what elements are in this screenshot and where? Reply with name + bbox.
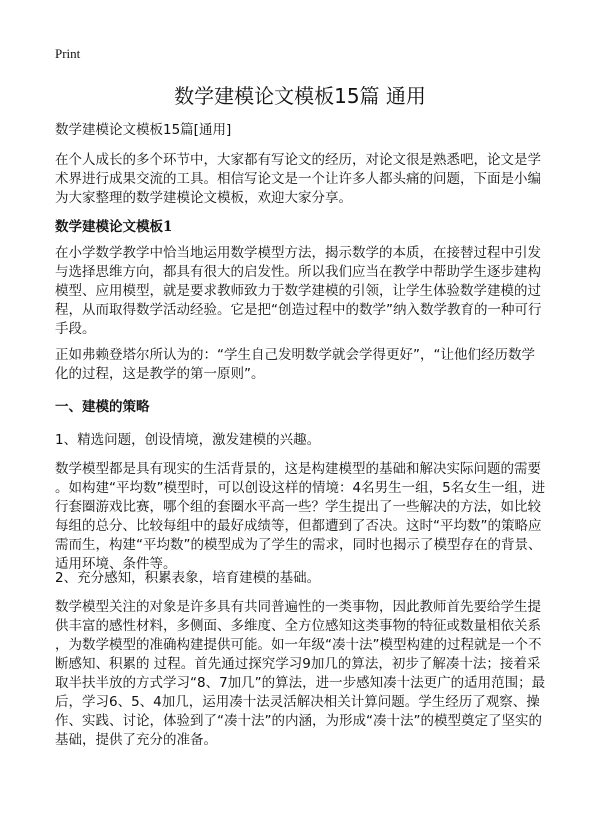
text-line: ，为数学模型的准确构建提供可能。如一年级“凑十法”模型构建的过程就是一个不 (55, 637, 542, 653)
text-line: 为大家整理的数学建模论文模板，欢迎大家分享。 (55, 190, 352, 206)
text-line: 作、实践、讨论，体验到了“凑十法”的内涵，为形成“凑十法”的模型奠定了坚实的 (55, 713, 542, 729)
text-line: 后，学习6、5、4加几，运用凑十法灵活解决相关计算问题。学生经历了观察、操 (55, 694, 540, 710)
item-2: 2、充分感知，积累表象，培育建模的基础。 (55, 570, 321, 586)
text-line: 正如弗赖登塔尔所认为的：“学生自己发明数学就会学得更好”，“让他们经历数学 (55, 347, 535, 363)
text-line: 断感知、积累的 过程。首先通过探究学习9加几的算法，初步了解凑十法；接着采 (55, 656, 541, 672)
text-line: 供丰富的感性材料，多侧面、多维度、全方位感知这类事物的特征或数量相依关系 (55, 618, 541, 634)
text-line: 化的过程，这是教学的第一原则”。 (55, 366, 265, 382)
text-line: 基础，提供了充分的准备。 (55, 732, 217, 748)
text-line: 数学模型都是具有现实的生活背景的，这是构建模型的基础和解决实际问题的需要 (55, 461, 541, 477)
section-heading: 数学建模论文模板1 (55, 219, 173, 235)
paragraph-1 (55, 244, 555, 339)
text-line: 行套圈游戏比赛，哪个组的套圈水平高一些？学生提出了一些解决的方法，如比较 (55, 499, 541, 515)
print-link[interactable]: Print (55, 46, 81, 61)
text-line: 在个人成长的多个环节中，大家都有写论文的经历，对论文很是熟悉吧，论文是学 (55, 152, 541, 168)
text-line: 每组的总分、比较每组中的最好成绩等，但都遭到了否决。这时“平均数”的策略应 (55, 518, 542, 534)
text-line: 。如构建“平均数”模型时，可以创设这样的情境：4名男生一组，5名女生一组，进 (55, 480, 546, 496)
text-line: 模型、应用模型，就是要求教师致力于数学建模的引领，让学生体验数学建模的过 (55, 283, 541, 299)
item-1: 1、精选问题，创设情境，激发建模的兴趣。 (55, 432, 321, 448)
paragraph-2 (55, 346, 555, 384)
paragraph-3 (55, 460, 555, 574)
text-line: 数学模型关注的对象是许多具有共同普遍性的一类事物，因此教师首先要给学生提 (55, 599, 541, 615)
text-line: 在小学数学教学中恰当地运用数学模型方法，揭示数学的本质，在接替过程中引发 (55, 245, 541, 261)
text-line: 需而生，构建“平均数”的模型成为了学生的需求，同时也揭示了模型存在的背景、 (55, 537, 542, 553)
text-line: 取半扶半放的方式学习“8、7加几”的算法，进一步感知凑十法更广的适用范围；最 (55, 675, 546, 691)
text-line: 手段。 (55, 321, 96, 337)
text-line: 适用环境、条件等。 (55, 556, 177, 572)
intro-paragraph (55, 151, 555, 208)
subtitle: 数学建模论文模板15篇[通用] (55, 122, 232, 138)
text-line: 程，从而取得数学活动经验。它是把“创造过程中的数学”纳入数学教育的一种可行 (55, 302, 542, 318)
page-title: 数学建模论文模板15篇 通用 (174, 84, 426, 108)
text-line: 与选择思维方向，都具有很大的启发性。所以我们应当在教学中帮助学生逐步建构 (55, 264, 541, 280)
text-line: 术界进行成果交流的工具。相信写论文是一个让许多人都头痛的问题，下面是小编 (55, 171, 541, 187)
paragraph-4 (55, 598, 555, 750)
strategy-heading: 一、建模的策略 (55, 399, 150, 415)
